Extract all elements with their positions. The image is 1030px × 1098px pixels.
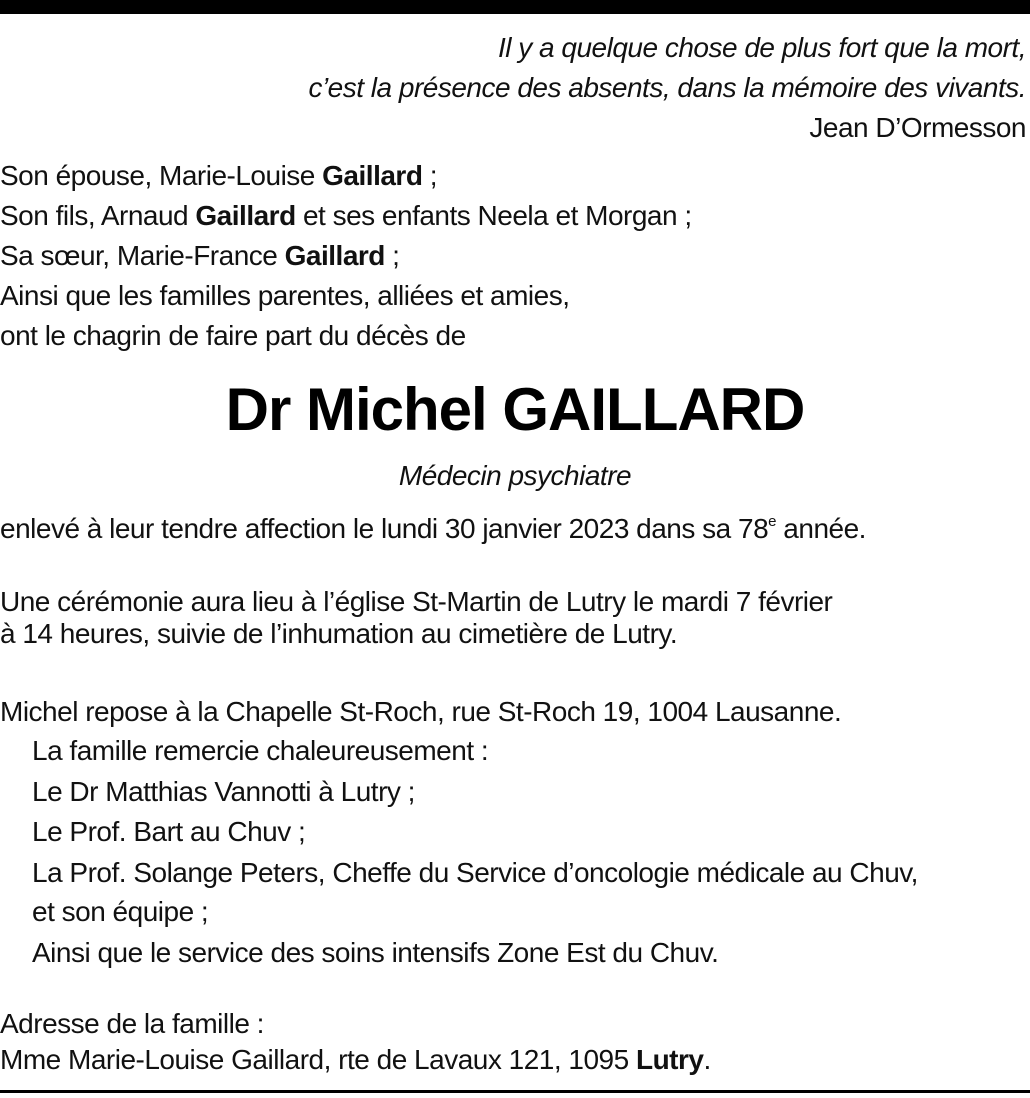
- family-others: Ainsi que les familles parentes, alliées et amies,: [0, 280, 570, 311]
- family-spouse: Son épouse, Marie-Louise Gaillard ;: [0, 160, 437, 191]
- address-city: Lutry: [635, 1044, 704, 1075]
- deceased-profession: Médecin psychiatre: [398, 460, 632, 491]
- surname: Gaillard: [195, 200, 296, 231]
- family-sister: Sa sœur, Marie-France Gaillard ;: [0, 240, 400, 271]
- thanks-item: Le Prof. Bart au Chuv ;: [32, 816, 306, 847]
- quote-line-2: c’est la présence des absents, dans la mémoire des vivants.: [308, 72, 1026, 103]
- epigraph-quote: [308, 28, 1026, 148]
- top-rule: [0, 0, 1030, 14]
- quote-author: Jean D’Ormesson: [809, 112, 1026, 143]
- surname: Gaillard: [322, 160, 423, 191]
- ceremony-line-2: à 14 heures, suivie de l’inhumation au cimetière de Lutry.: [0, 618, 678, 649]
- thanks-item: Le Dr Matthias Vannotti à Lutry ;: [32, 776, 415, 807]
- thanks-item: Ainsi que le service des soins intensifs Zone Est du Chuv.: [32, 937, 719, 968]
- announcement: ont le chagrin de faire part du décès de: [0, 320, 466, 351]
- thanks-item: et son équipe ;: [32, 896, 209, 927]
- quote-line-1: Il y a quelque chose de plus fort que la mort,: [498, 32, 1026, 63]
- death-statement: enlevé à leur tendre affection le lundi 30 janvier 2023 dans sa 78e année.: [0, 513, 866, 544]
- thanks-intro: La famille remercie chaleureusement :: [32, 735, 489, 766]
- ceremony-line-1: Une cérémonie aura lieu à l’église St-Martin de Lutry le mardi 7 février: [0, 586, 833, 617]
- deceased-name: Dr Michel GAILLARD: [225, 376, 805, 443]
- surname: Gaillard: [284, 240, 385, 271]
- thanks-item: La Prof. Solange Peters, Cheffe du Service d’oncologie médicale au Chuv,: [32, 857, 918, 888]
- address-line: Mme Marie-Louise Gaillard, rte de Lavaux 121, 1095 Lutry.: [0, 1044, 711, 1075]
- family-son: Son fils, Arnaud Gaillard et ses enfants Neela et Morgan ;: [0, 200, 692, 231]
- resting-place: Michel repose à la Chapelle St-Roch, rue St-Roch 19, 1004 Lausanne.: [0, 696, 842, 727]
- address-label: Adresse de la famille :: [0, 1008, 264, 1039]
- bottom-rule: [0, 1090, 1030, 1093]
